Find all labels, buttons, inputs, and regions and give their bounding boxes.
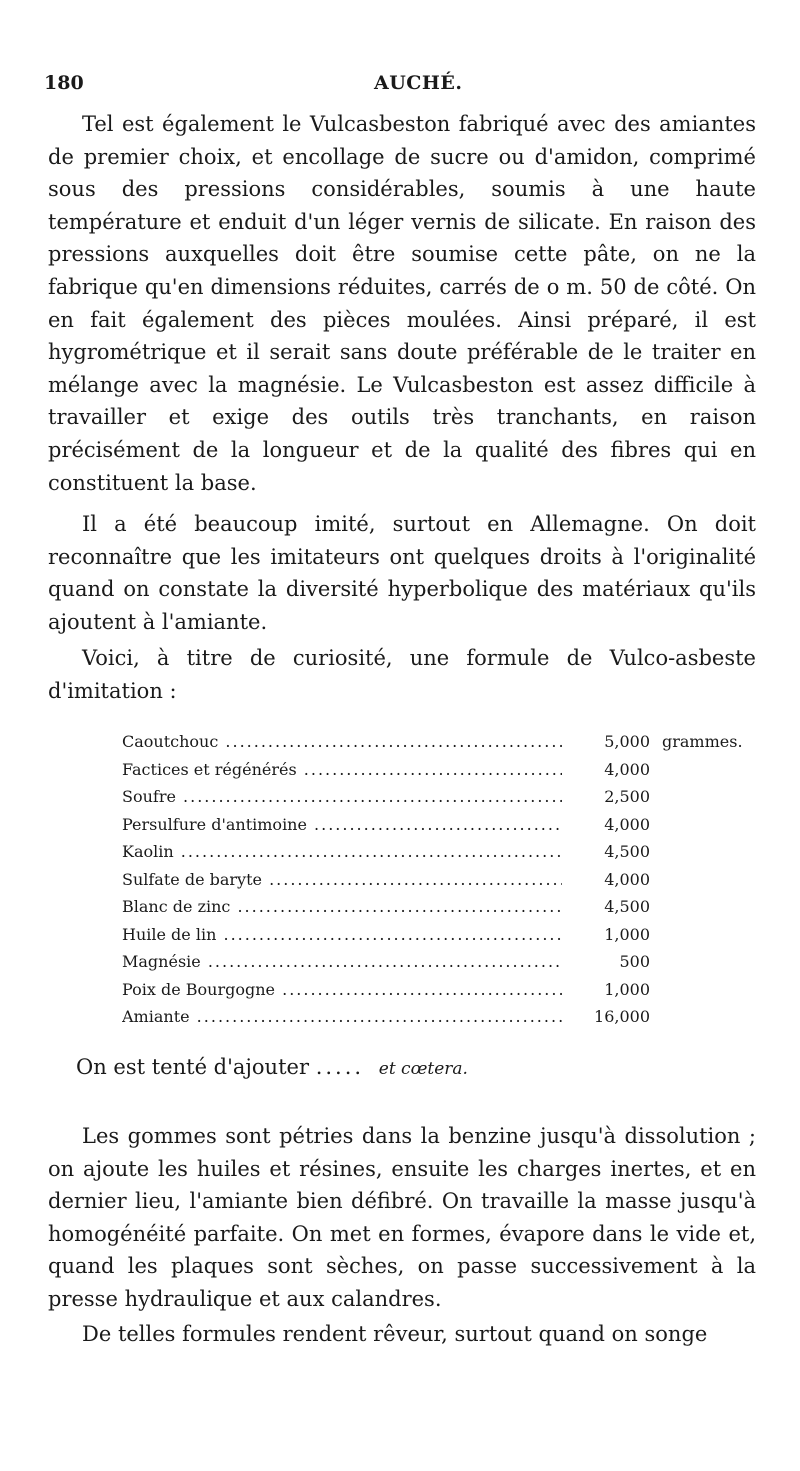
body-text-closing: [48, 1318, 756, 1351]
formula-table: [122, 728, 762, 1031]
ingredient-quantity: 1,000: [604, 924, 650, 944]
paragraph-process: Les gommes sont pétries dans la benzine jusqu'à dissolution ; on ajoute les huiles et résines, ensuite les charges inertes, et en dernier lieu, l'amiante bien défibré. On travaille la masse jusqu'à homogénéité parfaite. On met en formes, évapore dans le vide et, quand les plaques sont sèches, on passe successivement à la presse hydraulique et aux calandres.: [48, 1124, 756, 1311]
ingredient-quantity: 4,000: [604, 869, 650, 889]
formula-row: [122, 838, 762, 866]
formula-row: [122, 811, 762, 839]
formula-row: [122, 756, 762, 784]
formula-row: [122, 783, 762, 811]
quantity-unit: grammes.: [662, 732, 743, 751]
formula-row: [122, 948, 762, 976]
etcetera-text: On est tenté d'ajouter: [76, 1055, 309, 1079]
ingredient-quantity: 1,000: [604, 979, 650, 999]
ingredient-name: Huile de lin .....: [122, 921, 562, 949]
ingredient-quantity: 500: [619, 952, 650, 971]
paragraph-vulcasbeston: Tel est également le Vulcasbeston fabriqué avec des amiantes de premier choix, et encollage de sucre ou d'amidon, comprimé sous des pressions considérables, soumis à une haute température et enduit d'un léger vernis de silicate. En raison des pressions auxquelles doit être soumise cette pâte, on ne la fabrique qu'en dimensions réduites, carrés de o m. 50 de côté. On en fait également des pièces moulées. Ainsi préparé, il est hygrométrique et il serait sans doute préférable de le traiter en mélange avec la magnésie. Le Vulcasbeston est assez difficile à travailler et exige des outils très tranchants, en raison précisément de la longueur et de la qualité des fibres qui en constituent la base.: [48, 112, 756, 495]
ingredient-name: Kaolin .....: [122, 838, 562, 866]
ingredient-quantity: 16,000: [594, 1007, 650, 1026]
formula-row: [122, 1003, 762, 1031]
ingredient-quantity: 2,500: [604, 787, 650, 806]
ingredient-name: Sulfate de baryte .....: [122, 866, 562, 894]
ingredient-quantity: 4,000: [604, 814, 650, 834]
formula-row: [122, 921, 762, 949]
formula-row: [122, 893, 762, 921]
formula-row: [122, 866, 762, 894]
ingredient-name: Factices et régénérés .....: [122, 756, 562, 784]
ingredient-name: Caoutchouc .....: [122, 728, 562, 756]
running-head: AUCHÉ.: [374, 72, 463, 94]
body-text-formula-intro: [48, 642, 756, 707]
etcetera-line: [76, 1055, 468, 1079]
ingredient-name: Poix de Bourgogne .....: [122, 976, 562, 1004]
ingredient-quantity: 4,500: [604, 842, 650, 861]
ingredient-name: Persulfure d'antimoine .....: [122, 811, 562, 839]
ingredient-name: Blanc de zinc .....: [122, 893, 562, 921]
ingredient-quantity: 5,000: [604, 732, 650, 751]
paragraph-closing: De telles formules rendent rêveur, surtout quand on songe: [82, 1322, 708, 1346]
body-text-process: [48, 1120, 756, 1316]
ingredient-quantity: 4,000: [604, 759, 650, 779]
etcetera-dots: .....: [315, 1055, 365, 1079]
paragraph-formula-intro: Voici, à titre de curiosité, une formule de Vulco-asbeste d'imitation :: [48, 646, 756, 703]
ingredient-name: Amiante .....: [122, 1003, 562, 1031]
ingredient-quantity: 4,500: [604, 897, 650, 916]
body-text-top: [48, 108, 756, 499]
formula-row: [122, 976, 762, 1004]
ingredient-name: Soufre .....: [122, 783, 562, 811]
paragraph-imitation: Il a été beaucoup imité, surtout en Allemagne. On doit reconnaître que les imitateurs ont quelques droits à l'originalité quand on constate la diversité hyperbolique des matériaux qu'ils ajoutent à l'amiante.: [48, 512, 756, 634]
body-text-imitation: [48, 508, 756, 638]
ingredient-name: Magnésie .....: [122, 948, 562, 976]
formula-row: [122, 728, 762, 756]
page-header: [44, 72, 760, 102]
page-number: 180: [44, 72, 84, 94]
etcetera-latin: et cœtera.: [378, 1059, 468, 1079]
